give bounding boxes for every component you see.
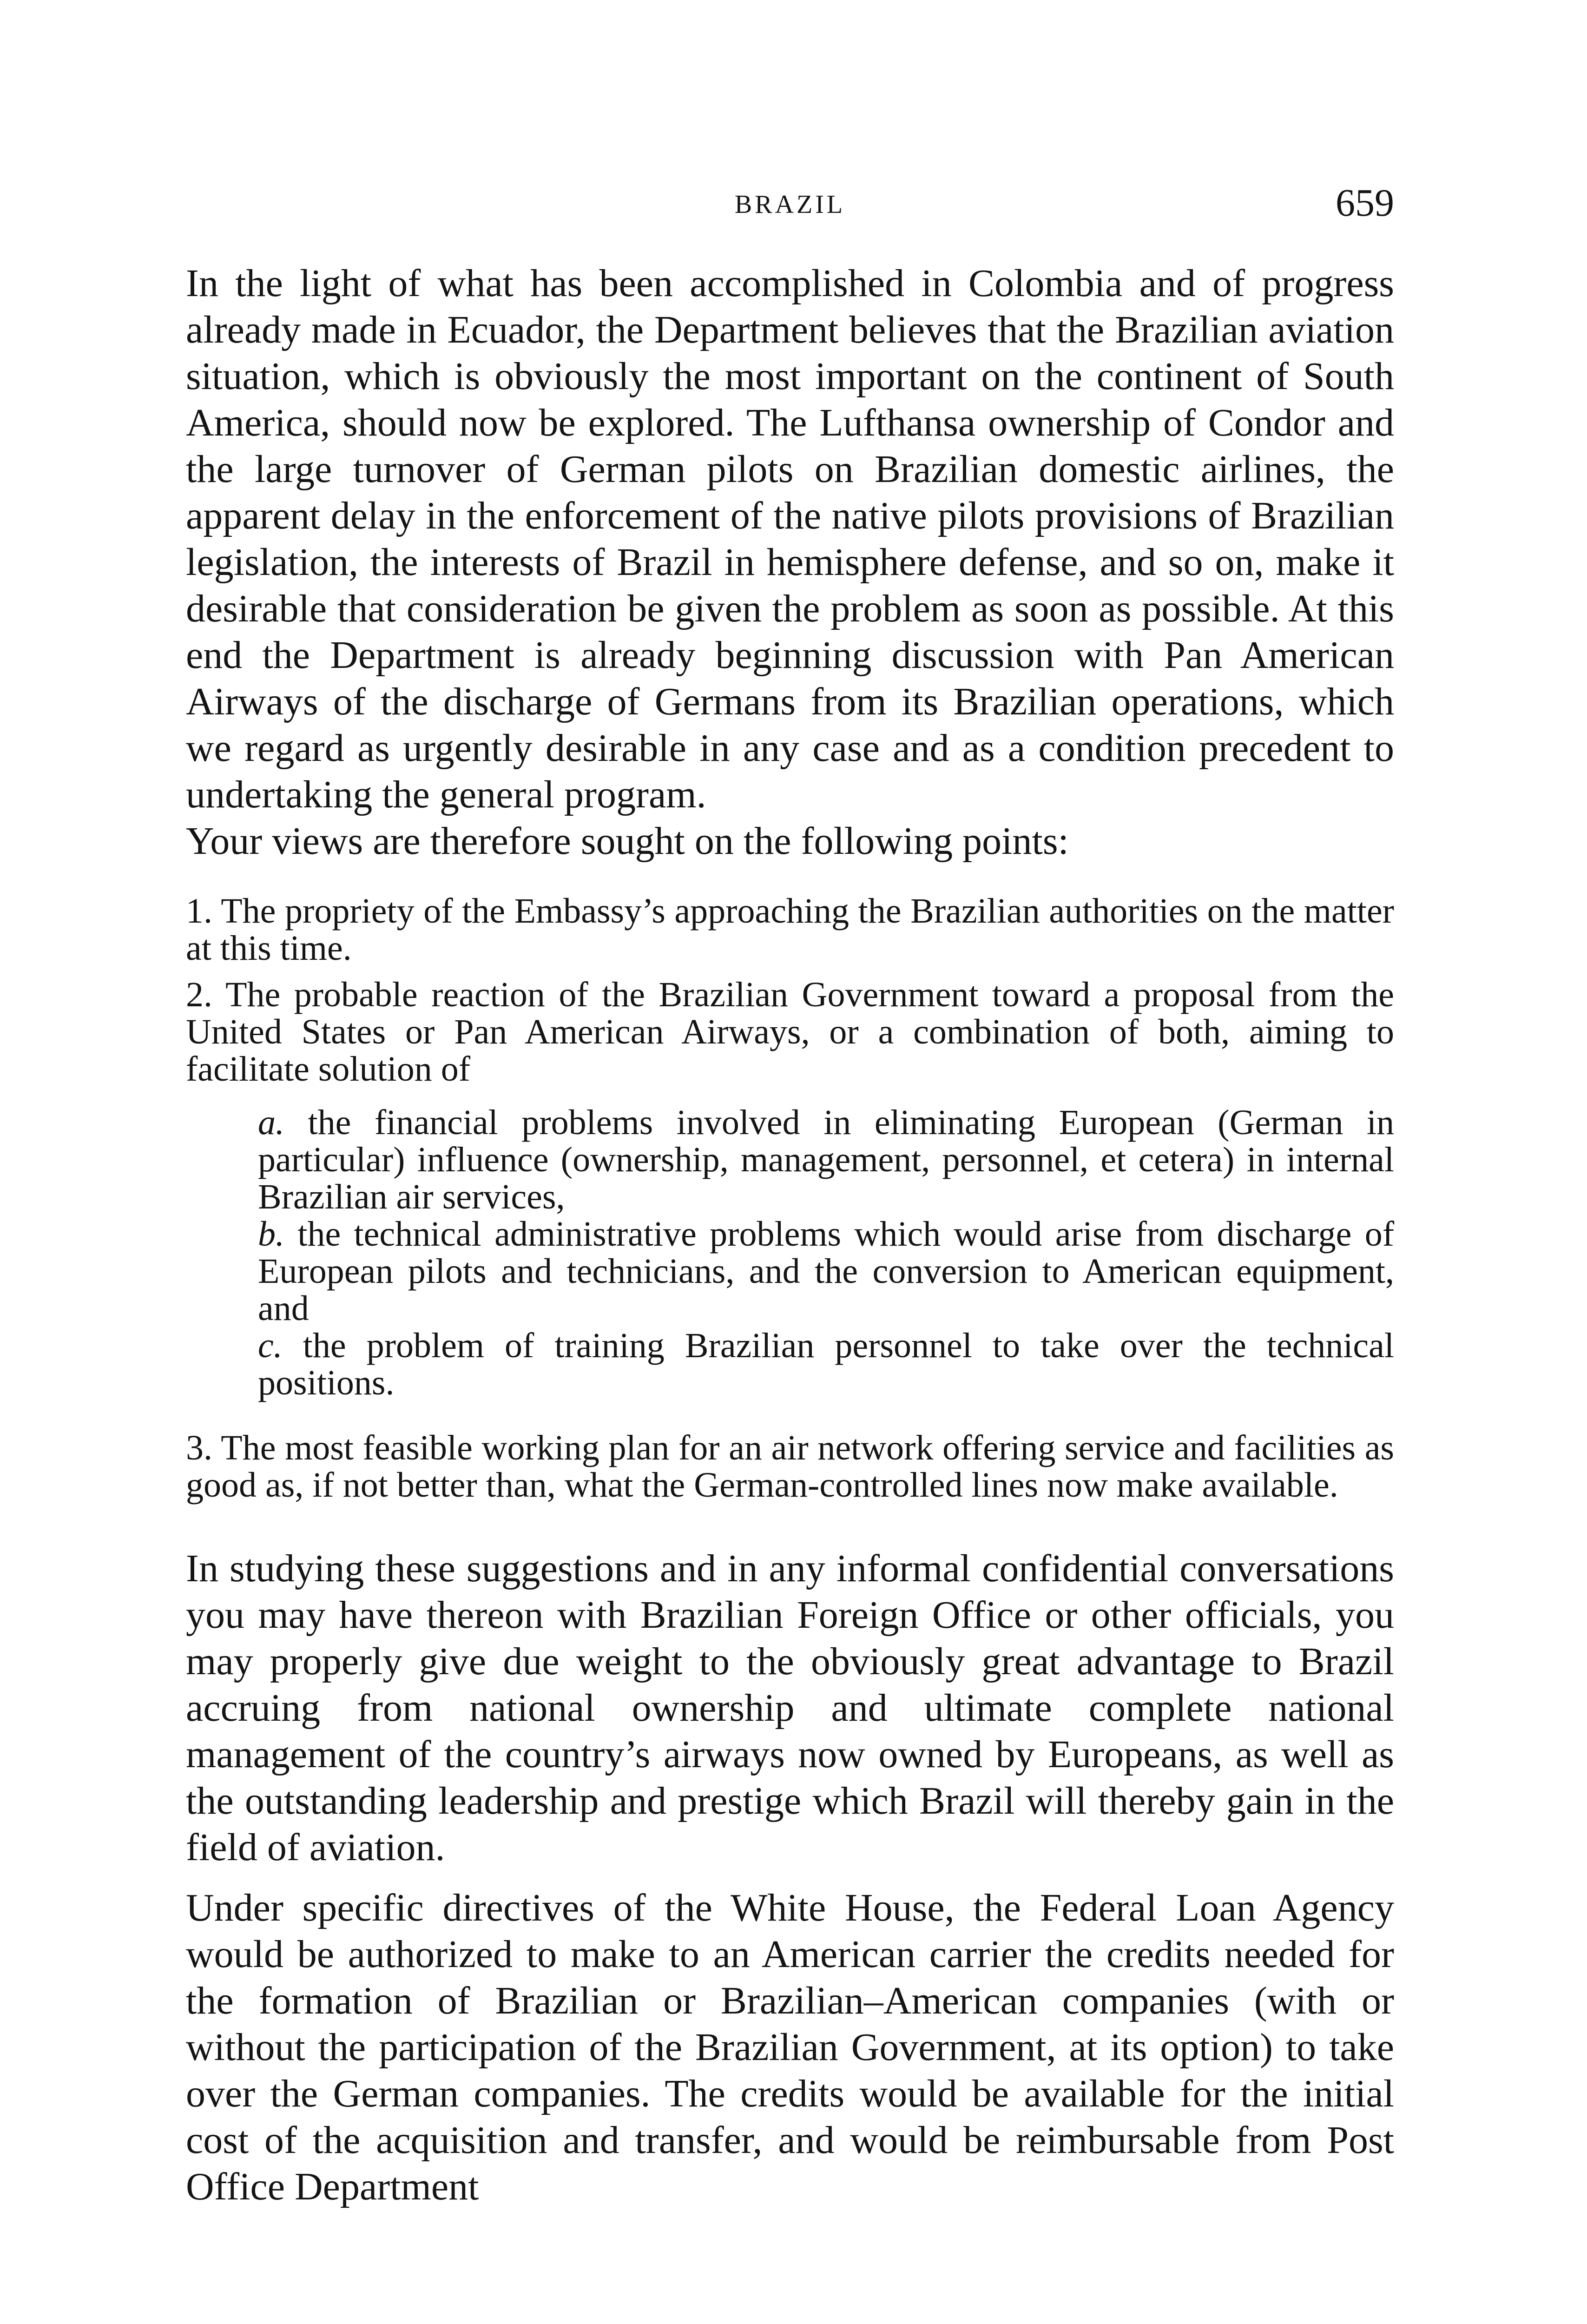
sub-point-text: the financial problems involved in eliminating European (German in particular) influence (ownership, management, personnel, et cetera) in internal Brazilian air services, <box>258 1103 1395 1216</box>
paragraph-colombia-ecuador: In the light of what has been accomplished in Colombia and of progress already made in Ecuador, the Department believes that the Brazilian aviation situation, which is obviously the most important on the continent of South America, should now be explored. The Lufthansa ownership of Condor and the large turnover of German pilots on Brazilian domestic airlines, the apparent delay in the enforcement of the native pilots provisions of Brazilian legislation, the interests of Brazil in hemisphere defense, and so on, make it desirable that consideration be given the problem as soon as possible. At this end the Department is already beginning discussion with Pan American Airways of the discharge of Germans from its Brazilian operations, which we regard as urgently desirable in any case and as a condition precedent to undertaking the general program. <box>186 262 1394 816</box>
page-header <box>186 181 1394 237</box>
point-3: 3. The most feasible working plan for an air network offering service and facilities as good as, if not better than, what the German-controlled lines now make available. <box>186 1428 1394 1505</box>
running-head: BRAZIL <box>734 190 846 219</box>
sub-point-letter: b. <box>258 1215 284 1254</box>
sub-point-letter: c. <box>258 1326 283 1365</box>
page-body <box>186 260 1394 2210</box>
sub-point-a <box>258 1104 1394 1215</box>
paragraph-studying-suggestions: In studying these suggestions and in any informal confidential conversations you may have thereon with Brazilian Foreign Office or other officials, you may properly give due weight to the obviously great advantage to Brazil accruing from national ownership and ultimate complete national management of the country’s airways now owned by Europeans, as well as the outstanding leadership and prestige which Brazil will thereby gain in the field of aviation. <box>186 1547 1394 1869</box>
sub-point-b <box>258 1215 1394 1327</box>
paragraph-views-sought: Your views are therefore sought on the following points: <box>186 819 1069 863</box>
point-2: 2. The probable reaction of the Brazilian Government toward a proposal from the United States or Pan American Airways, or a combination of both, aiming to facilitate solution of <box>186 975 1394 1089</box>
sub-point-c <box>258 1327 1394 1401</box>
sub-point-text: the problem of training Brazilian personnel to take over the technical positions. <box>258 1326 1395 1402</box>
point-1: 1. The propriety of the Embassy’s approaching the Brazilian authorities on the matter at this time. <box>186 891 1394 968</box>
sub-point-text: the technical administrative problems which would arise from discharge of European pilots and technicians, and the conversion to American equipment, and <box>258 1215 1395 1328</box>
paragraph-federal-loan-agency: Under specific directives of the White House, the Federal Loan Agency would be authorized to make to an American carrier the credits needed for the formation of Brazilian or Brazilian–American companies (with or without the participation of the Brazilian Government, at its option) to take over the German companies. The credits would be available for the initial cost of the acquisition and transfer, and would be reimbursable from Post Office Department <box>186 1886 1394 2208</box>
page-number: 659 <box>1336 181 1394 224</box>
sub-point-list <box>258 1104 1394 1401</box>
sub-point-letter: a. <box>258 1103 284 1142</box>
